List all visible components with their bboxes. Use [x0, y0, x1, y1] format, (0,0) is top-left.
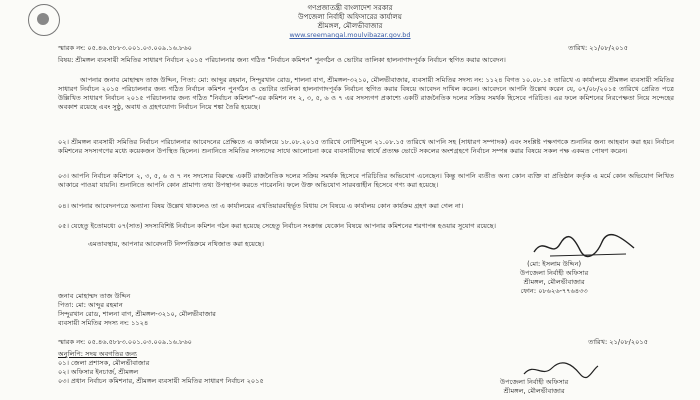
paragraph-5: ০৫। যেহেতু ইতোমধ্যে ০৭(সাত) সদস্যবিশিষ্ট নির্বাচন কমিশন গঠন করা হয়েছে সেহেতু নির্বাচন সংক্রান্ত যেকোন বিষয়ে আপনার কমিশনের শরণাপন্ন হওয়ার সুযোগ রয়েছে।	[58, 222, 497, 230]
paragraph-intro	[58, 76, 674, 112]
list-item: ০৩। প্রধান নির্বাচন কমিশনার, শ্রীমঙ্গল ব্যবসায়ী সমিতির সাধারণ নির্বাচন ২০১৫	[58, 376, 264, 385]
signature-icon	[530, 232, 640, 262]
signatory-place: শ্রীমঙ্গল, মৌলভীবাজার	[523, 277, 585, 286]
website-link[interactable]: www.sreemangal.moulvibazar.gov.bd	[289, 31, 411, 40]
reference-line-copy	[58, 338, 674, 347]
paragraph-3: ০৩। আপনি নির্বাচন কমিশনে ২, ৩, ৫, ৬ ও ৭ নং সদস্যের বিরুদ্ধে একটি রাজনৈতিক দলের সক্রিয় সমর্থক হিসেবে পরিচিতির অভিযোগ এনেছেন। কিন্তু আপনি ব্যতীত অন্য কোন ব্যক্তি বা প্রতিষ্ঠান কর্তৃক এ মর্মে কোন অভিযোগ লিখিত আকারে পাওয়া যায়নি। শুনানিতে আপনি কোন প্রামাণ্য তথ্য উপস্থাপন করতে পারেননি। ফলে উক্ত অভিযোগ সারবত্তাহীন হিসেবে গণ্য করা হয়েছে।	[58, 172, 674, 189]
signatory-title: উপজেলা নির্বাহী অফিসার	[520, 268, 589, 277]
letterhead	[0, 4, 700, 40]
reference-date-copy: তারিখ: ২১/০৮/২০১৫	[588, 338, 648, 346]
signatory-phone: ফোন: ০৮৬২৬-৭৭৬৪৩৩	[520, 286, 588, 295]
letterhead-government: গণপ্রজাতন্ত্রী বাংলাদেশ সরকার	[307, 4, 393, 12]
copy-to-title: অনুলিপি: সদয় অবগতির জন্য	[58, 350, 137, 358]
reference-date: তারিখ: ২১/০৮/২০১৫	[568, 44, 628, 52]
recipient-name: জনাব মোহাম্মদ তাজ উদ্দিন	[58, 292, 131, 300]
paragraph-4: ০৪। আপনার আবেদনপত্রে অন্যান্য বিষয় উল্লেখ থাকলেও তা এ কার্যালয়ের এখতিয়ারবহির্ভূত বিধায় সে বিষয়ে এ কার্যালয় কোন কার্যক্রম গ্রহণ করা গেল না।	[58, 202, 464, 210]
recipient-membership: ব্যবসায়ী সমিতির সদস্য নং: ১১২৪	[58, 318, 149, 327]
recipient-father: পিতা: মো: আব্দুর রহমান	[58, 300, 123, 309]
recipient-address: সিন্দুরখান রোড, শালনা বাগ, শ্রীমঙ্গল-৩২১০, মৌলভীবাজার	[58, 309, 216, 318]
subject-line: বিষয়: শ্রীমঙ্গল ব্যবসায়ী সমিতির সাধারণ নির্বাচন ২০১৫ পরিচালনার জন্য গঠিত "নির্বাচন কমিশন" পুনর্গঠন ও ভোটার তালিকা হালনাগাদপূর্বক নির্বাচন স্থগিত করার আবেদন।	[58, 56, 506, 64]
signatory-title-copy: উপজেলা নির্বাহী অফিসার	[500, 378, 569, 386]
reference-line	[58, 44, 674, 53]
paragraph-2: ০২। শ্রীমঙ্গল ব্যবসায়ী সমিতির নির্বাচন পরিচালনার আবেদনের প্রেক্ষিতে এ কার্যালয়ে ১৮.০৮.২০১৫ তারিখে নোটিশমূলে ২১.০৮.১৫ তারিখে আপনি সহ (সাধারণ সম্পাদক) এবং সংশ্লিষ্ট পক্ষগণকে শুনানির জন্য আহবান করা হয়। নির্বাচন কমিশনের সদস্যগণের মধ্যে কয়েকজন উপস্থিত ছিলেন। শুনানিতে সমিতির সদস্যদের সাথে আলোচনা করে ব্যবসায়ীদের স্বার্থে প্রত্যক্ষ ভোটে সকলের অংশগ্রহণে নির্বাচন সম্পন্ন করার বিষয়ে সকল পক্ষ একমত পোষণ করেন।	[58, 138, 674, 155]
signatory-place-copy: শ্রীমঙ্গল, মৌলভীবাজার	[503, 386, 565, 395]
signature-icon	[520, 360, 600, 380]
closing-line: এমতাবস্থায়, আপনার আবেদনটি নিষ্পত্তিক্রমে নথিজাত করা হয়েছে।	[88, 240, 265, 248]
recipient-block	[58, 292, 216, 328]
list-item: ০১। জেলা প্রশাসক, মৌলভীবাজার	[58, 358, 150, 367]
copy-to-list	[58, 350, 264, 386]
letterhead-office: উপজেলা নির্বাহী অফিসারের কার্যালয়	[298, 13, 402, 22]
reference-number: স্মারক নং: ০৫.৪৬.৫৮৮৩.০০১.০৩.০০৯.১৬.৮৬০	[58, 44, 192, 52]
signature-block-copy	[500, 378, 568, 396]
reference-number-copy: স্মারক নং: ০৫.৪৬.৫৮৮৩.০০১.০৩.০০৯.১৬.৮৬০	[58, 338, 192, 346]
letterhead-location: শ্রীমঙ্গল, মৌলভীবাজার	[317, 22, 383, 31]
signatory-name: (মো: ইসলাম উদ্দিন)	[527, 260, 582, 268]
list-item: ০২। অফিসার ইনচার্জ, শ্রীমঙ্গল	[58, 367, 139, 376]
paragraph-text: আপনার জনাব মোহাম্মদ তাজ উদ্দিন, পিতা: মো: আব্দুর রহমান, সিন্দুরখান রোড, শালনা বাগ, শ্রীমঙ্গল-৩২১০, মৌলভীবাজার, ব্যবসায়ী সমিতির সদস্য নং: ১১২৪ বিগত ১০.০৮.১৫ তারিখে এ কার্যালয়ে শ্রীমঙ্গল ব্যবসায়ী সমিতির সাধারণ নির্বাচন ২০১৫ পরিচালনার জন্য গঠিত নির্বাচন কমিশন পুনর্গঠন ও ভোটার তালিকা হালনাগাদপূর্বক নির্বাচন স্থগিত করার বিষয়ে আবেদন দাখিল করেন। আবেদনে আপনি উল্লেখ করেন যে, ০৭/০৮/২০১৫ তারিখে প্রেরিত পত্রে উল্লিখিত সাধারণ নির্বাচন ২০১৫ পরিচালনার জন্য গঠিত "নির্বাচন কমিশন"-এর কমিশন নং ২, ৩, ৫, ৬ ও ৭ এর সদস্যগণ প্রকাশ্যে একটি রাজনৈতিক দলের সক্রিয় সমর্থক হিসেবে পরিচিত। এর ফলে কমিশনের নিরপেক্ষতা নিয়ে সন্দেহের অবকাশ রয়েছে এবং সুষ্ঠু, অবাধ ও গ্রহণযোগ্য নির্বাচন নিয়ে শঙ্কা তৈরি হয়েছে।	[58, 76, 675, 111]
